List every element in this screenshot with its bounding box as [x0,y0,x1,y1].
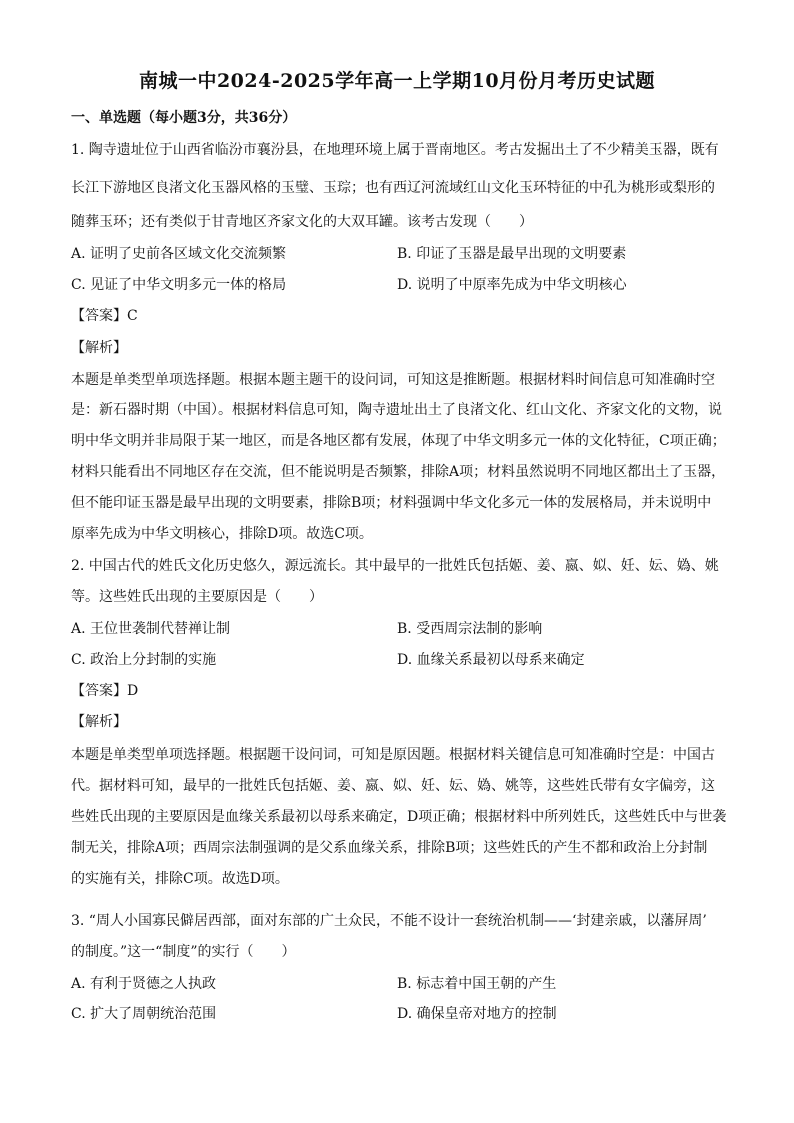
q1-option-c: C. 见证了中华文明多元一体的格局 [71,277,287,293]
q3-stem-line: 3. “周人小国寡民僻居西部，面对东部的广土众民，不能不设计一套统治机制——‘封建亲戚，以藩屏周’ [71,913,707,929]
q2-stem-line: 等。这些姓氏出现的主要原因是（ ） [71,589,323,605]
q2-option-a: A. 王位世袭制代替禅让制 [71,621,231,637]
q2-analysis-line: 本题是单类型单项选择题。根据题干设问词，可知是原因题。根据材料关键信息可知准确时空是：中国古 [71,747,715,763]
q1-answer: 【答案】C [71,308,138,324]
q2-stem-line: 2. 中国古代的姓氏文化历史悠久，源远流长。其中最早的一批姓氏包括姬、姜、嬴、姒、妊、妘、媯、姚 [71,558,719,574]
q3-option-c: C. 扩大了周朝统治范围 [71,1006,217,1022]
q2-option-d: D. 血缘关系最初以母系来确定 [397,652,585,668]
q2-answer: 【答案】D [71,683,139,699]
q1-analysis-line: 明中华文明并非局限于某一地区，而是各地区都有发展，体现了中华文明多元一体的文化特征，C项正确； [71,433,726,449]
q2-analysis-line: 代。据材料可知，最早的一批姓氏包括姬、姜、嬴、姒、妊、妘、媯、姚等，这些姓氏带有女字偏旁，这 [71,778,715,794]
page-title: 南城一中2024-2025学年高一上学期10月份月考历史试题 [138,70,656,92]
q2-option-c: C. 政治上分封制的实施 [71,652,217,668]
q2-analysis-line: 些姓氏出现的主要原因是血缘关系最初以母系来确定，D项正确；根据材料中所列姓氏，这些姓氏中与世袭 [71,809,727,825]
q3-option-b: B. 标志着中国王朝的产生 [397,976,557,992]
q3-option-d: D. 确保皇帝对地方的控制 [397,1006,557,1022]
q1-analysis-line: 材料只能看出不同地区存在交流，但不能说明是否频繁，排除A项；材料虽然说明不同地区都出土了玉器， [71,464,726,480]
q2-analysis-line: 的实施有关，排除C项。故选D项。 [71,871,289,887]
q3-option-a: A. 有利于贤德之人执政 [71,976,217,992]
q1-stem-line: 长江下游地区良渚文化玉器风格的玉璧、玉琮；也有西辽河流域红山文化玉环特征的中孔为桃形或梨形的 [71,180,715,196]
q2-analysis-line: 制无关，排除A项；西周宗法制强调的是父系血缘关系，排除B项；这些姓氏的产生不都和政治上分封制 [71,840,708,856]
q1-analysis-label: 【解析】 [71,340,127,356]
q2-analysis-label: 【解析】 [71,714,127,730]
q1-analysis-line: 是：新石器时期（中国）。根据材料信息可知，陶寺遗址出土了良渚文化、红山文化、齐家文化的文物，说 [71,402,722,418]
section-heading: 一、单选题（每小题3分，共36分） [71,110,297,126]
q1-analysis-line: 但不能印证玉器是最早出现的文明要素，排除B项；材料强调中华文化多元一体的发展格局，并未说明中 [71,495,712,511]
q1-analysis-line: 原率先成为中华文明核心，排除D项。故选C项。 [71,526,373,542]
q1-stem-line: 1. 陶寺遗址位于山西省临汾市襄汾县，在地理环境上属于晋南地区。考古发掘出土了不少精美玉器，既有 [71,142,719,158]
q1-option-d: D. 说明了中原率先成为中华文明核心 [397,277,627,293]
q1-option-b: B. 印证了玉器是最早出现的文明要素 [397,246,627,262]
q1-option-a: A. 证明了史前各区域文化交流频繁 [71,246,287,262]
q1-stem-line: 随葬玉环；还有类似于甘青地区齐家文化的大双耳罐。该考古发现（ ） [71,214,533,230]
q2-option-b: B. 受西周宗法制的影响 [397,621,543,637]
q3-stem-line: 的制度。”这一“制度”的实行（ ） [71,944,296,960]
q1-analysis-line: 本题是单类型单项选择题。根据本题主题干的设问词，可知这是推断题。根据材料时间信息可知准确时空 [71,372,715,388]
